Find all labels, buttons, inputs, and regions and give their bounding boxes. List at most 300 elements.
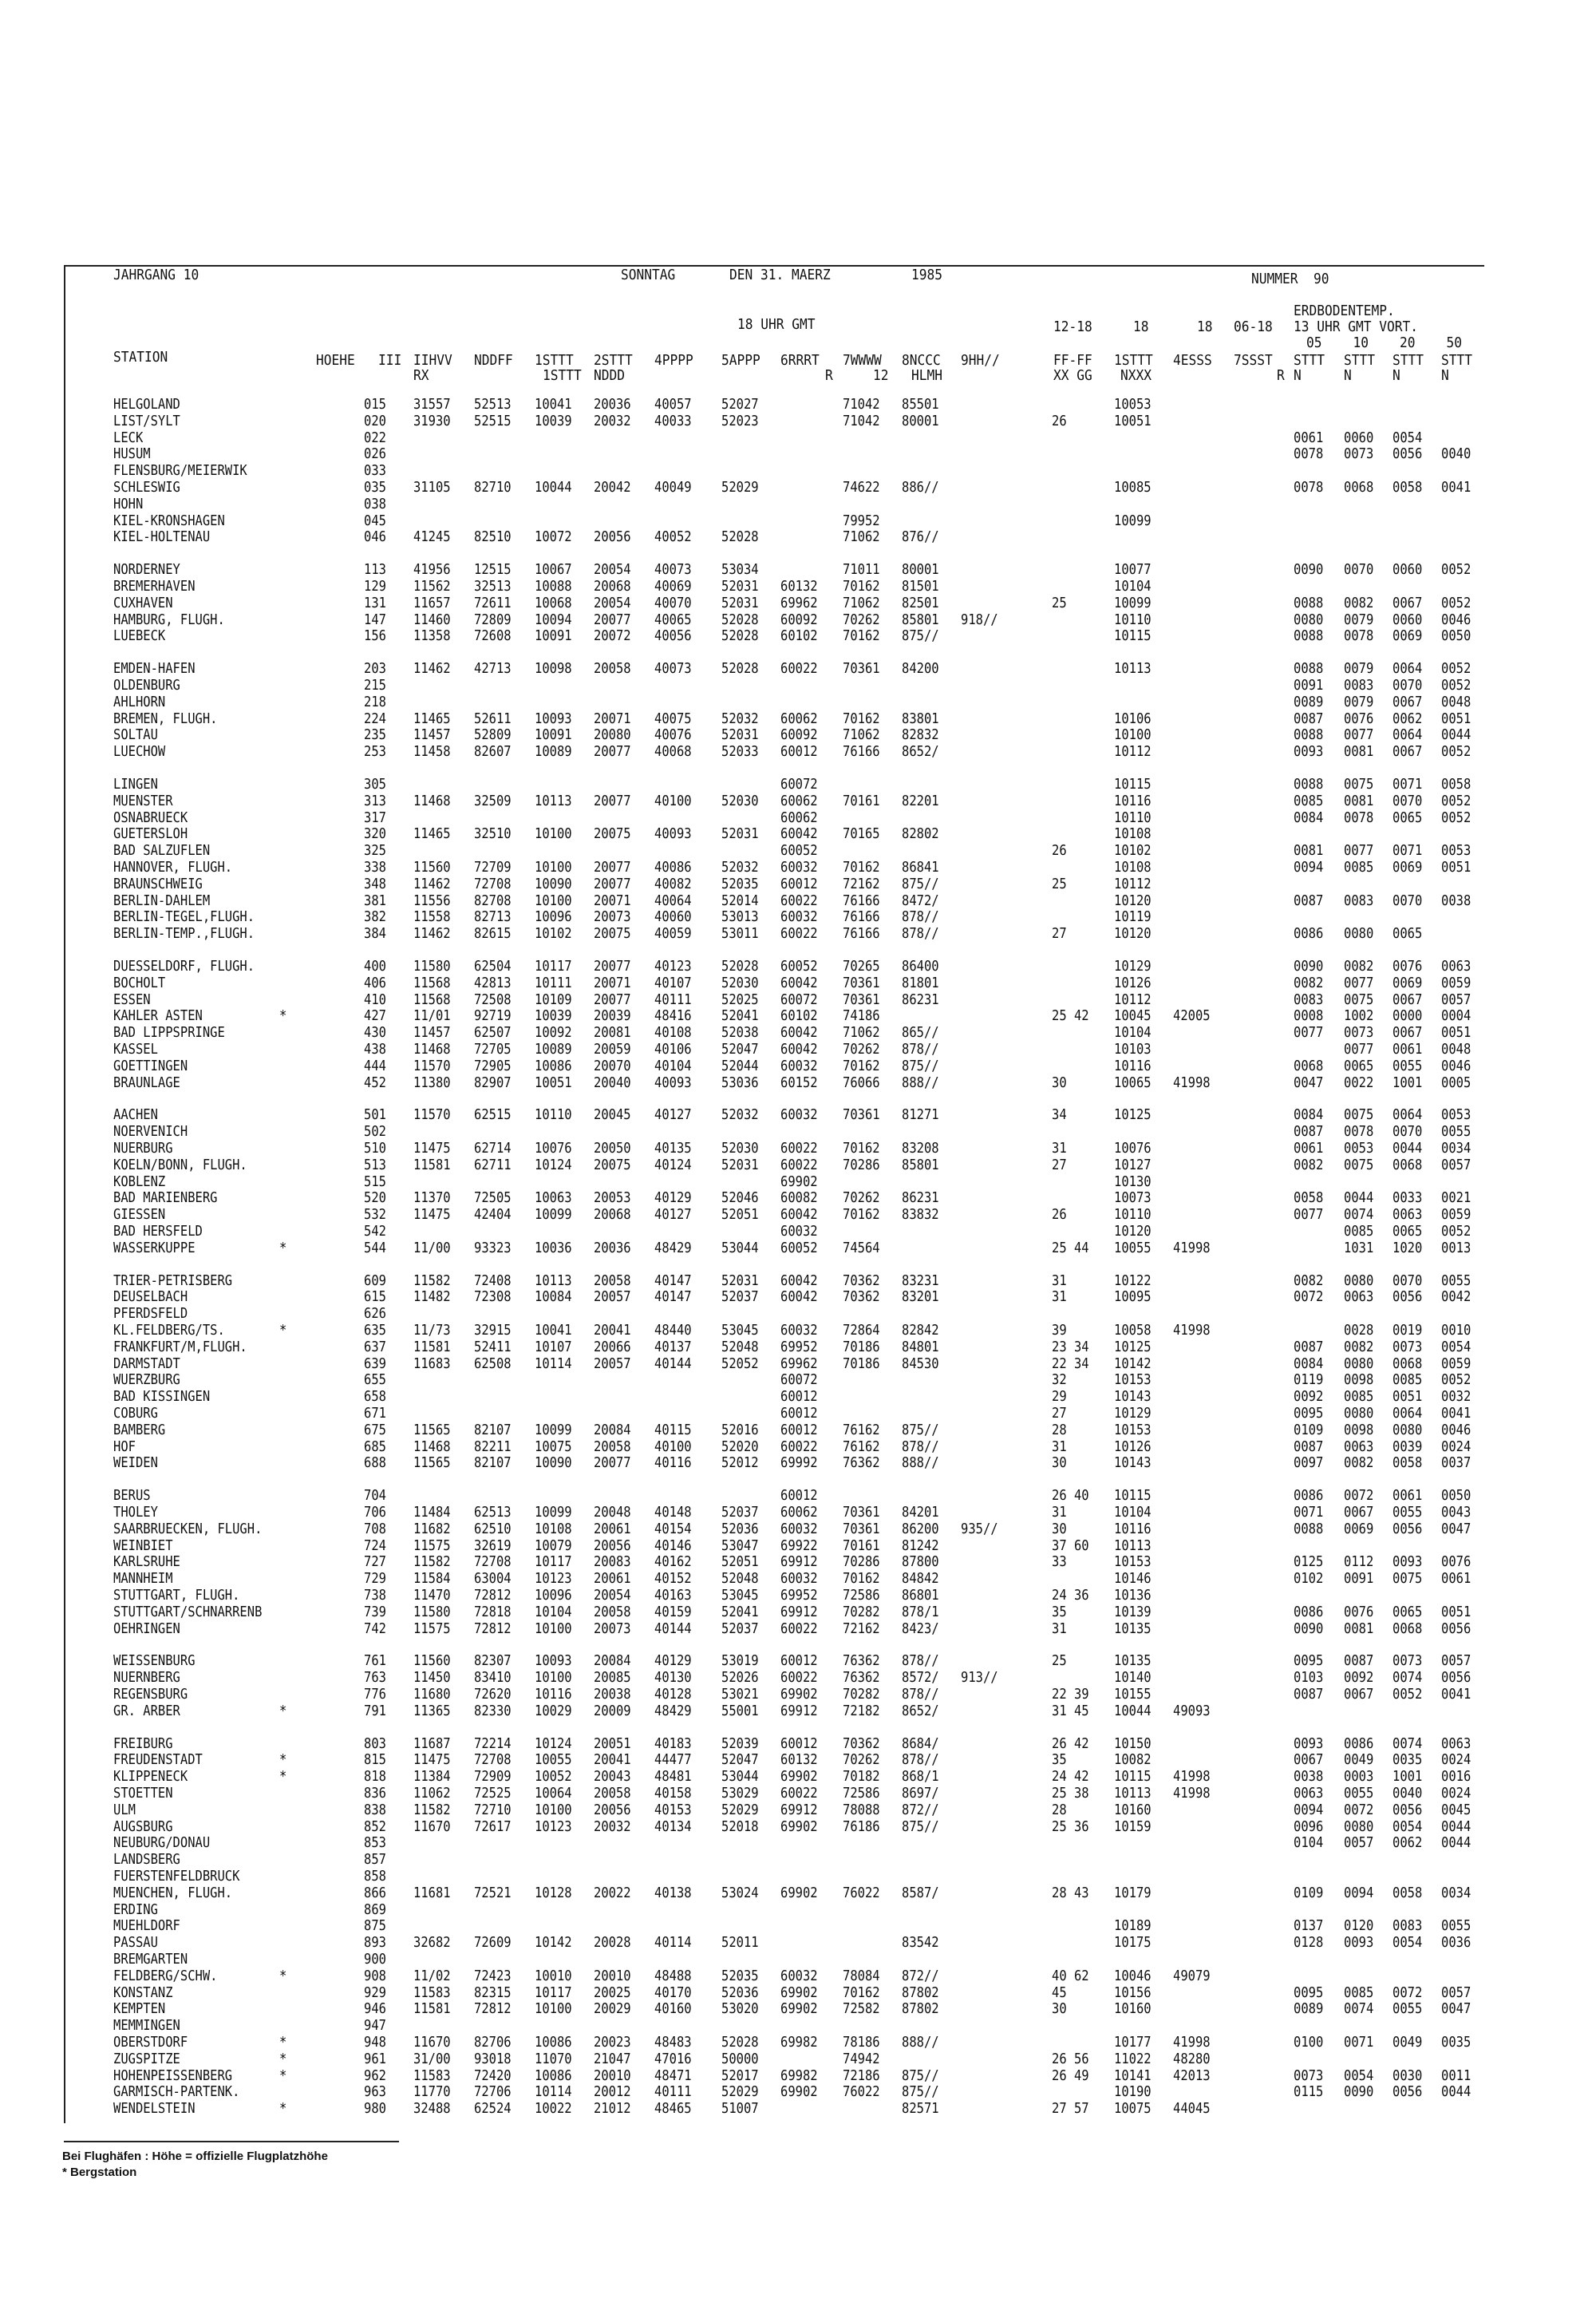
data-cell: 0065	[1393, 809, 1423, 826]
data-cell: 0067	[1344, 1504, 1374, 1521]
data-cell: 53011	[721, 925, 759, 943]
station-id: 729	[364, 1570, 386, 1588]
data-cell: 0024	[1441, 1785, 1472, 1802]
data-cell: 60062	[780, 710, 818, 727]
data-cell: 20058	[594, 660, 631, 678]
data-cell: 0055	[1344, 1785, 1374, 1802]
data-cell: 69902	[780, 1818, 818, 1835]
station-id: 615	[364, 1288, 386, 1306]
data-cell: 0062	[1393, 710, 1423, 727]
data-cell: 11584	[413, 1570, 451, 1588]
group-18-uhr: 18 UHR GMT	[737, 316, 816, 333]
data-cell: 10117	[535, 1553, 572, 1571]
data-cell: 70162	[843, 1140, 880, 1157]
data-cell: 1001	[1393, 1768, 1423, 1786]
data-cell: 53024	[721, 1884, 759, 1901]
data-cell: 0056	[1441, 1620, 1472, 1637]
data-cell: 20050	[594, 1140, 631, 1157]
data-cell: 0056	[1393, 2083, 1423, 2101]
station-name: HOHENPEISSENBERG	[113, 2067, 233, 2084]
data-cell: 20041	[594, 1322, 631, 1339]
data-cell: 11450	[413, 1669, 451, 1687]
data-cell: 0091	[1344, 1570, 1374, 1588]
data-cell: 0041	[1441, 479, 1472, 496]
data-cell: 86841	[902, 859, 939, 876]
data-cell: 20010	[594, 2067, 631, 2084]
data-cell: 0070	[1393, 1123, 1423, 1141]
data-cell: 52048	[721, 1570, 759, 1588]
station-name: GOETTINGEN	[113, 1057, 188, 1074]
data-cell: 0063	[1393, 1206, 1423, 1224]
data-cell: 27	[1052, 1405, 1067, 1422]
data-cell: 48429	[654, 1239, 692, 1256]
data-cell: 52031	[721, 726, 759, 744]
report-sheet	[64, 265, 1484, 2123]
header-n: 1STTT	[543, 367, 582, 384]
data-cell: 78088	[843, 1801, 880, 1818]
data-cell: 52411	[474, 1338, 512, 1355]
data-cell: 10160	[1114, 2000, 1152, 2018]
station-id: 857	[364, 1851, 386, 1869]
data-cell: 20085	[594, 1669, 631, 1687]
station-id: 948	[364, 2034, 386, 2051]
jahrgang: JAHRGANG 10	[113, 267, 200, 283]
data-cell: 40073	[654, 561, 692, 579]
data-cell: 40057	[654, 396, 692, 413]
data-cell: 40129	[654, 1189, 692, 1207]
data-cell: 0064	[1393, 1405, 1423, 1422]
data-cell: 0070	[1393, 1272, 1423, 1289]
data-cell: 39	[1052, 1322, 1067, 1339]
data-cell: 0028	[1344, 1322, 1374, 1339]
header-12: 12	[873, 367, 889, 384]
data-cell: 0067	[1393, 594, 1423, 611]
data-cell: 82710	[474, 479, 512, 496]
header-4esss: 4ESSS	[1173, 352, 1212, 369]
data-cell: 11562	[413, 578, 451, 595]
station-id: 946	[364, 2000, 386, 2018]
data-cell: 93323	[474, 1239, 512, 1256]
data-cell: 83410	[474, 1669, 512, 1687]
station-id: 532	[364, 1206, 386, 1224]
data-cell: 10100	[1114, 726, 1152, 744]
station-id: 203	[364, 660, 386, 678]
date: DEN 31. MAERZ	[729, 267, 831, 283]
data-cell: 10067	[535, 561, 572, 579]
data-cell: 33	[1052, 1553, 1067, 1571]
data-cell: 10141	[1114, 2067, 1152, 2084]
data-cell: 0094	[1294, 1801, 1324, 1818]
data-cell: 70362	[843, 1272, 880, 1289]
data-cell: 0054	[1441, 1338, 1472, 1355]
station-id: 452	[364, 1074, 386, 1091]
data-cell: 11370	[413, 1189, 451, 1207]
data-cell: 60062	[780, 792, 818, 809]
data-cell: 0090	[1294, 958, 1324, 975]
data-cell: 0052	[1441, 809, 1472, 826]
data-cell: 0013	[1441, 1239, 1472, 1256]
data-cell: 30	[1052, 1520, 1067, 1537]
data-cell: 60132	[780, 578, 818, 595]
station-id: 381	[364, 892, 386, 909]
data-cell: 10108	[1114, 859, 1152, 876]
data-cell: 85501	[902, 396, 939, 413]
data-cell: 20073	[594, 908, 631, 926]
data-cell: 0051	[1441, 1024, 1472, 1042]
data-cell: 0037	[1441, 1454, 1472, 1472]
data-cell: 20025	[594, 1984, 631, 2001]
data-cell: 11384	[413, 1768, 451, 1786]
station-name: ESSEN	[113, 991, 151, 1008]
data-cell: 0080	[1344, 1355, 1374, 1372]
data-cell: 20029	[594, 2000, 631, 2018]
data-cell: 60012	[780, 1388, 818, 1406]
data-cell: 0054	[1344, 2067, 1374, 2084]
data-cell: 20032	[594, 412, 631, 429]
station-id: 724	[364, 1537, 386, 1554]
station-name: KIEL-HOLTENAU	[113, 528, 211, 546]
data-cell: 20010	[594, 1967, 631, 1984]
station-id: 113	[364, 561, 386, 579]
data-cell: 20057	[594, 1288, 631, 1306]
data-cell: 11565	[413, 1421, 451, 1438]
station-id: 444	[364, 1057, 386, 1074]
data-cell: 0094	[1344, 1884, 1374, 1901]
data-cell: 10125	[1114, 1338, 1152, 1355]
data-cell: 60022	[780, 1669, 818, 1687]
data-cell: 0088	[1294, 726, 1324, 744]
data-cell: 69962	[780, 1355, 818, 1372]
data-cell: 0084	[1294, 809, 1324, 826]
data-cell: 10130	[1114, 1173, 1152, 1190]
data-cell: 87802	[902, 1984, 939, 2001]
data-cell: 0109	[1294, 1884, 1324, 1901]
data-cell: 0082	[1344, 1338, 1374, 1355]
data-cell: 71042	[843, 412, 880, 429]
data-cell: 31	[1052, 1140, 1067, 1157]
data-cell: 52011	[721, 1934, 759, 1952]
data-cell: 878//	[902, 925, 939, 943]
data-cell: 11475	[413, 1140, 451, 1157]
data-cell: 0065	[1344, 1057, 1374, 1074]
data-cell: 52030	[721, 1140, 759, 1157]
data-cell: 0075	[1344, 1156, 1374, 1173]
station-id: 338	[364, 859, 386, 876]
station-id: 400	[364, 958, 386, 975]
data-cell: 10086	[535, 1057, 572, 1074]
data-cell: 20072	[594, 627, 631, 645]
data-cell: 72905	[474, 1057, 512, 1074]
data-cell: 69962	[780, 594, 818, 611]
data-cell: 11581	[413, 1156, 451, 1173]
data-cell: 72809	[474, 611, 512, 628]
data-cell: 0040	[1441, 445, 1472, 463]
data-cell: 60032	[780, 1520, 818, 1537]
header-9hh: 9HH//	[961, 352, 1000, 369]
header-5appp: 5APPP	[721, 352, 760, 369]
data-cell: 0070	[1393, 792, 1423, 809]
data-cell: 10076	[1114, 1140, 1152, 1157]
data-cell: 40052	[654, 528, 692, 546]
data-cell: 52044	[721, 1057, 759, 1074]
data-cell: 0034	[1441, 1884, 1472, 1901]
data-cell: 0016	[1441, 1768, 1472, 1786]
data-cell: 0048	[1441, 693, 1472, 710]
data-cell: 52036	[721, 1520, 759, 1537]
data-cell: 42005	[1173, 1007, 1211, 1025]
station-id: 739	[364, 1603, 386, 1620]
data-cell: 10109	[535, 991, 572, 1008]
data-cell: 10072	[535, 528, 572, 546]
data-cell: 10120	[1114, 892, 1152, 909]
header-n-50: N	[1441, 367, 1449, 384]
data-cell: 0067	[1344, 1686, 1374, 1703]
data-cell: 48481	[654, 1768, 692, 1786]
data-cell: 48416	[654, 1007, 692, 1025]
data-cell: 53013	[721, 908, 759, 926]
data-cell: 70162	[843, 1206, 880, 1224]
data-cell: 0095	[1294, 1405, 1324, 1422]
data-cell: 872//	[902, 1801, 939, 1818]
station-name: LANDSBERG	[113, 1851, 180, 1869]
data-cell: 83801	[902, 710, 939, 727]
data-cell: 76362	[843, 1454, 880, 1472]
station-id: 671	[364, 1405, 386, 1422]
data-cell: 11475	[413, 1751, 451, 1769]
station-name: BAD SALZUFLEN	[113, 842, 211, 860]
data-cell: 0056	[1393, 1520, 1423, 1537]
data-cell: 0088	[1294, 627, 1324, 645]
data-cell: 10179	[1114, 1884, 1152, 1901]
data-cell: 10095	[1114, 1288, 1152, 1306]
data-cell: 875//	[902, 875, 939, 892]
data-cell: 0068	[1344, 479, 1374, 496]
data-cell: 0085	[1344, 1223, 1374, 1240]
data-cell: 60012	[780, 1652, 818, 1670]
header-nddd: NDDD	[594, 367, 626, 384]
data-cell: 52029	[721, 1801, 759, 1818]
data-cell: 87802	[902, 2000, 939, 2018]
station-name: BAMBERG	[113, 1421, 166, 1438]
data-cell: 53045	[721, 1587, 759, 1604]
station-name: NORDERNEY	[113, 561, 180, 579]
data-cell: 0093	[1344, 1934, 1374, 1952]
data-cell: 8572/	[902, 1669, 939, 1687]
header-n-05: N	[1294, 367, 1302, 384]
station-id: 639	[364, 1355, 386, 1372]
data-cell: 0094	[1294, 859, 1324, 876]
data-cell: 0041	[1441, 1405, 1472, 1422]
station-name: GARMISCH-PARTENK.	[113, 2083, 240, 2101]
station-name: SOLTAU	[113, 726, 158, 744]
data-cell: 44477	[654, 1751, 692, 1769]
data-cell: 76162	[843, 1438, 880, 1455]
data-cell: 0052	[1441, 594, 1472, 611]
station-name: LIST/SYLT	[113, 412, 180, 429]
station-id: 961	[364, 2050, 386, 2067]
data-cell: 20075	[594, 825, 631, 843]
data-cell: 41956	[413, 561, 451, 579]
station-name: REGENSBURG	[113, 1686, 188, 1703]
data-cell: 0120	[1344, 1917, 1374, 1935]
data-cell: 40137	[654, 1338, 692, 1355]
data-cell: 10177	[1114, 2034, 1152, 2051]
data-cell: 10115	[1114, 776, 1152, 793]
data-cell: 60032	[780, 859, 818, 876]
data-cell: 40127	[654, 1106, 692, 1124]
data-cell: 0085	[1344, 1388, 1374, 1406]
data-cell: 10100	[535, 892, 572, 909]
station-id: 675	[364, 1421, 386, 1438]
station-id: 838	[364, 1801, 386, 1818]
data-cell: 0062	[1393, 1834, 1423, 1852]
station-name: PFERDSFELD	[113, 1305, 188, 1323]
header-r2: R	[1277, 367, 1285, 384]
data-cell: 60052	[780, 958, 818, 975]
data-cell: 20056	[594, 1801, 631, 1818]
data-cell: 0003	[1344, 1768, 1374, 1786]
data-cell: 44045	[1173, 2100, 1211, 2118]
station-name: MEMMINGEN	[113, 2017, 180, 2035]
data-cell: 70361	[843, 1504, 880, 1521]
station-name: GUETERSLOH	[113, 825, 188, 843]
data-cell: 11582	[413, 1553, 451, 1571]
data-cell: 0044	[1344, 1189, 1374, 1207]
data-cell: 0052	[1441, 561, 1472, 579]
station-id: 776	[364, 1686, 386, 1703]
data-cell: 0022	[1344, 1074, 1374, 1091]
data-cell: 20054	[594, 594, 631, 611]
data-cell: 0092	[1294, 1388, 1324, 1406]
data-cell: 0056	[1393, 445, 1423, 463]
data-cell: 0058	[1393, 1884, 1423, 1901]
station-id: 908	[364, 1967, 386, 1984]
data-cell: 72408	[474, 1272, 512, 1289]
data-cell: 10041	[535, 396, 572, 413]
data-cell: 26	[1052, 1206, 1067, 1224]
data-cell: 70286	[843, 1553, 880, 1571]
data-cell: 0076	[1344, 1603, 1374, 1620]
data-cell: 0071	[1294, 1504, 1324, 1521]
data-cell: 0044	[1441, 1818, 1472, 1835]
data-cell: 20009	[594, 1702, 631, 1719]
data-cell: 10058	[1114, 1322, 1152, 1339]
data-cell: 40056	[654, 627, 692, 645]
data-cell: 53044	[721, 1768, 759, 1786]
data-cell: 0087	[1294, 1686, 1324, 1703]
data-cell: 0088	[1294, 1520, 1324, 1537]
data-cell: 25	[1052, 875, 1067, 892]
data-cell: 10110	[535, 1106, 572, 1124]
data-cell: 72706	[474, 2083, 512, 2101]
data-cell: 69902	[780, 1984, 818, 2001]
station-name: TRIER-PETRISBERG	[113, 1272, 233, 1289]
data-cell: 11470	[413, 1587, 451, 1604]
data-cell: 51007	[721, 2100, 759, 2118]
data-cell: 0072	[1344, 1801, 1374, 1818]
data-cell: 11482	[413, 1288, 451, 1306]
data-cell: 72708	[474, 1751, 512, 1769]
data-cell: 0104	[1294, 1834, 1324, 1852]
station-name: NUERNBERG	[113, 1669, 180, 1687]
data-cell: 0100	[1294, 2034, 1324, 2051]
station-name: HOHN	[113, 495, 144, 512]
data-cell: 0079	[1344, 660, 1374, 678]
data-cell: 40093	[654, 825, 692, 843]
data-cell: 10099	[1114, 594, 1152, 611]
data-cell: 10153	[1114, 1553, 1152, 1571]
data-cell: 10114	[535, 1355, 572, 1372]
data-cell: 70162	[843, 1984, 880, 2001]
data-cell: 0064	[1393, 726, 1423, 744]
data-cell: 20053	[594, 1189, 631, 1207]
station-name: FLENSBURG/MEIERWIK	[113, 462, 247, 480]
data-cell: 22 39	[1052, 1686, 1089, 1703]
data-cell: 0078	[1344, 1123, 1374, 1141]
data-cell: 70361	[843, 974, 880, 991]
data-cell: 69902	[780, 2000, 818, 2018]
data-cell: 0075	[1393, 1570, 1423, 1588]
data-cell: 8423/	[902, 1620, 939, 1637]
data-cell: 0030	[1393, 2067, 1423, 2084]
data-cell: 10044	[535, 479, 572, 496]
data-cell: 10123	[535, 1570, 572, 1588]
data-cell: 10096	[535, 908, 572, 926]
data-cell: 20075	[594, 1156, 631, 1173]
data-cell: 52809	[474, 726, 512, 744]
station-name: WENDELSTEIN	[113, 2100, 196, 2118]
data-cell: 20071	[594, 710, 631, 727]
data-cell: 52051	[721, 1553, 759, 1571]
data-cell: 40128	[654, 1686, 692, 1703]
data-cell: 11475	[413, 1206, 451, 1224]
data-cell: 11560	[413, 1652, 451, 1670]
data-cell: 0083	[1344, 892, 1374, 909]
data-cell: 74942	[843, 2050, 880, 2067]
data-cell: 0084	[1294, 1106, 1324, 1124]
data-cell: 0086	[1294, 1487, 1324, 1505]
station-name: SCHLESWIG	[113, 479, 180, 496]
data-cell: 0082	[1344, 958, 1374, 975]
data-cell: 10113	[1114, 1785, 1152, 1802]
data-cell: 10045	[1114, 1007, 1152, 1025]
data-cell: 10142	[1114, 1355, 1152, 1372]
station-id: 235	[364, 726, 386, 744]
data-cell: 10082	[1114, 1751, 1152, 1769]
data-cell: 31	[1052, 1620, 1067, 1637]
data-cell: 10126	[1114, 1438, 1152, 1455]
data-cell: 0048	[1441, 1041, 1472, 1058]
data-cell: 10092	[535, 1024, 572, 1042]
data-cell: 11770	[413, 2083, 451, 2101]
data-cell: 11462	[413, 875, 451, 892]
data-cell: 10039	[535, 1007, 572, 1025]
data-cell: 0059	[1441, 1206, 1472, 1224]
data-cell: 81271	[902, 1106, 939, 1124]
station-id: 980	[364, 2100, 386, 2118]
data-cell: 25 44	[1052, 1239, 1089, 1256]
data-cell: 8587/	[902, 1884, 939, 1901]
erdbodentemp-title: ERDBODENTEMP.	[1294, 303, 1395, 319]
data-cell: 10100	[535, 859, 572, 876]
data-cell: 20058	[594, 1603, 631, 1620]
data-cell: 21047	[594, 2050, 631, 2067]
station-id: 852	[364, 1818, 386, 1835]
data-cell: 72812	[474, 1587, 512, 1604]
data-cell: 10010	[535, 1967, 572, 1984]
header-ff-ff: FF-FF	[1053, 352, 1092, 369]
station-id: 430	[364, 1024, 386, 1042]
